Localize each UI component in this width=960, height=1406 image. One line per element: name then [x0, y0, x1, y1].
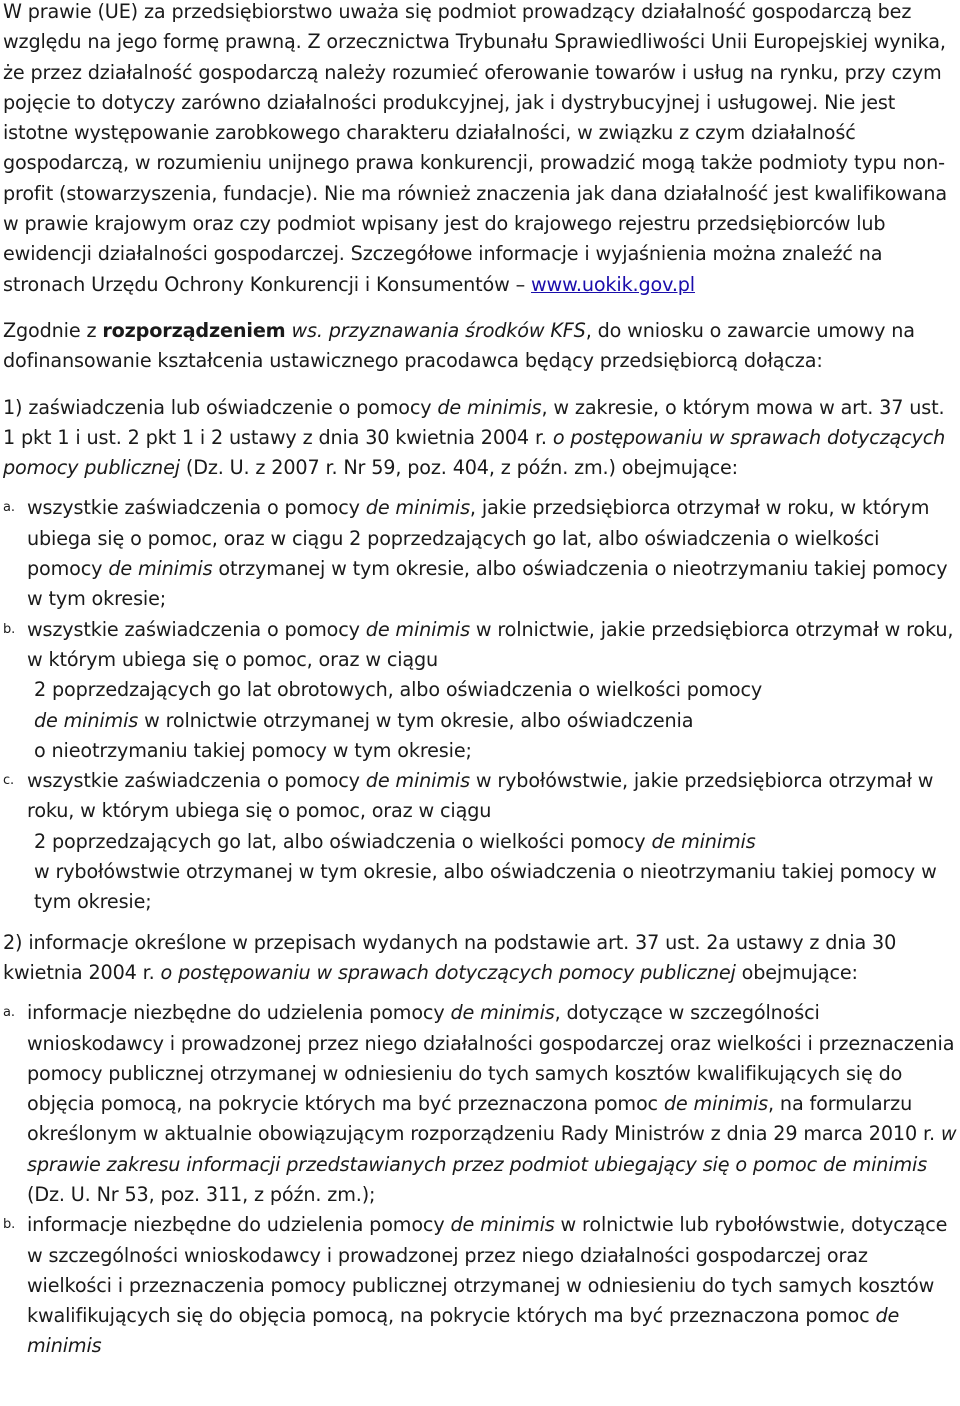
text-span: obejmujące:	[735, 960, 858, 984]
list-item	[3, 493, 958, 614]
text-span: w rolnictwie, jakie przedsiębiorca otrzymał w roku, w którym ubiega się o pomoc, oraz w ciągu	[27, 617, 954, 671]
italic-term: de minimis	[108, 557, 213, 581]
text-line: 2 poprzedzających go lat obrotowych, albo oświadczenia o wielkości pomocy	[34, 678, 763, 702]
text-span: 2) informacje określone w przepisach wydanych na podstawie art. 37 ust. 2a ustawy z dnia 30 kwietnia 2004 r.	[3, 930, 897, 984]
text-line: w rybołówstwie otrzymanej w tym okresie, albo oświadczenia o nieotrzymaniu takiej pomocy w tym okresie;	[34, 860, 937, 914]
bold-term: rozporządzeniem	[102, 318, 286, 342]
text-span: (Dz. U. Nr 53, poz. 311, z późn. zm.);	[27, 1182, 376, 1206]
italic-term: de minimis	[27, 1304, 900, 1358]
text-line	[27, 827, 958, 857]
section-1-list	[3, 493, 958, 917]
text-span: wszystkie zaświadczenia o pomocy	[27, 617, 366, 641]
italic-term: de minimis	[437, 395, 542, 419]
italic-term: w sprawie zakresu informacji przedstawianych przez podmiot ubiegający się o pomoc de minimis	[27, 1122, 957, 1176]
italic-term: de minimis	[34, 708, 139, 732]
italic-term: de minimis	[450, 1001, 555, 1025]
text-span: informacje niezbędne do udzielenia pomocy	[27, 1213, 451, 1237]
list-marker: a.	[3, 1005, 15, 1021]
italic-term: o postępowaniu w sprawach dotyczących pomocy publicznej	[160, 960, 736, 984]
italic-term: de minimis	[651, 829, 756, 853]
text-span: wszystkie zaświadczenia o pomocy	[27, 496, 366, 520]
list-marker: a.	[3, 500, 15, 516]
text-span: informacje niezbędne do udzielenia pomocy	[27, 1001, 451, 1025]
list-item	[3, 998, 958, 1210]
list-item	[3, 766, 958, 917]
text-span: (Dz. U. z 2007 r. Nr 59, poz. 404, z późn. zm.) obejmujące:	[179, 456, 738, 480]
list-marker: b.	[3, 1217, 16, 1233]
text-span: wszystkie zaświadczenia o pomocy	[27, 769, 366, 793]
section-2-list	[3, 998, 958, 1362]
text-span: Zgodnie z	[3, 318, 103, 342]
section-1-intro	[3, 393, 958, 484]
text-span: otrzymanej w tym okresie, albo oświadczenia o nieotrzymaniu takiej pomocy w tym okresie;	[27, 557, 948, 611]
list-item	[3, 1210, 958, 1361]
text-span: w rolnictwie otrzymanej w tym okresie, albo oświadczenia	[138, 708, 694, 732]
text-span: w rybołówstwie, jakie przedsiębiorca otrzymał w roku, w którym ubiega się o pomoc, oraz w ciągu	[27, 769, 934, 823]
italic-term: de minimis	[365, 617, 470, 641]
paragraph-text: W prawie (UE) za przedsiębiorstwo uważa się podmiot prowadzący działalność gospodarczą bez względu na jego formę prawną. Z orzecznictwa Trybunału Sprawiedliwości Unii Europejskiej wynika, że przez działalność gospodarczą należy rozumieć oferowanie towarów i usług na rynku, przy czym pojęcie to dotyczy zarówno działalności produkcyjnej, jak i dystrybucyjnej i usługowej. Nie jest istotne występowanie zarobkowego charakteru działalności, w związku z czym działalność gospodarczą, w rozumieniu unijnego prawa konkurencji, prowadzić mogą także podmioty typu non-profit (stowarzyszenia, fundacje). Nie ma również znaczenia jak dana działalność jest kwalifikowana w prawie krajowym oraz czy podmiot wpisany jest do krajowego rejestru przedsiębiorców lub ewidencji działalności gospodarczej. Szczegółowe informacje i wyjaśnienia można znaleźć na stronach Urzędu Ochrony Konkurencji i Konsumentów –	[3, 0, 948, 296]
paragraph-regulation	[3, 316, 958, 377]
text-span: , w zakresie, o którym mowa w art. 37 ust. 1 pkt 1 i ust. 2 pkt 1 i 2 ustawy z dnia 30 kwietnia 2004 r.	[3, 395, 945, 449]
list-marker: c.	[3, 773, 14, 789]
uokik-link[interactable]: www.uokik.gov.pl	[531, 272, 695, 296]
italic-term: ws. przyznawania środków KFS	[291, 318, 586, 342]
italic-term: de minimis	[663, 1092, 769, 1116]
italic-term: de minimis	[365, 496, 470, 520]
list-item	[3, 615, 958, 766]
text-span: , jakie przedsiębiorca otrzymał w roku, w którym ubiega się o pomoc, oraz w ciągu 2 poprzedzających go lat, albo oświadczenia o wielkości pomocy	[27, 496, 930, 581]
list-marker: b.	[3, 621, 16, 637]
text-span: , dotyczące w szczególności wnioskodawcy i prowadzonej przez niego działalności gospodarczej oraz wielkości i przeznaczenia pomocy publicznej otrzymanej w odniesieniu do tych samych kosztów kwalifikujących się do objęcia pomocą, na pokrycie których ma być przeznaczona pomoc	[27, 1001, 955, 1116]
text-span: w rolnictwie lub rybołówstwie, dotyczące w szczególności wnioskodawcy i prowadzonej przez niego działalności gospodarczej oraz wielkości i przeznaczenia pomocy publicznej otrzymanej w odniesieniu do tych samych kosztów kwalifikujących się do objęcia pomocą, na pokrycie których ma być przeznaczona pomoc	[27, 1213, 948, 1328]
italic-term: o postępowaniu w sprawach dotyczących pomocy publicznej	[3, 425, 946, 480]
text-span: 1) zaświadczenia lub oświadczenie o pomocy	[3, 395, 438, 419]
paragraph-enterprise-definition	[3, 0, 958, 300]
italic-term: de minimis	[365, 769, 470, 793]
section-2-intro	[3, 928, 958, 989]
text-span: 2 poprzedzających go lat, albo oświadczenia o wielkości pomocy	[34, 829, 652, 853]
text-line: o nieotrzymaniu takiej pomocy w tym okresie;	[34, 738, 472, 762]
italic-term: de minimis	[450, 1213, 555, 1237]
text-line	[27, 706, 958, 736]
text-span: , na formularzu określonym w aktualnie obowiązującym rozporządzeniu Rady Ministrów z dnia 29 marca 2010 r.	[27, 1092, 941, 1146]
text-span: , do wniosku o zawarcie umowy na dofinansowanie kształcenia ustawicznego pracodawca będący przedsiębiorcą dołącza:	[3, 318, 915, 373]
